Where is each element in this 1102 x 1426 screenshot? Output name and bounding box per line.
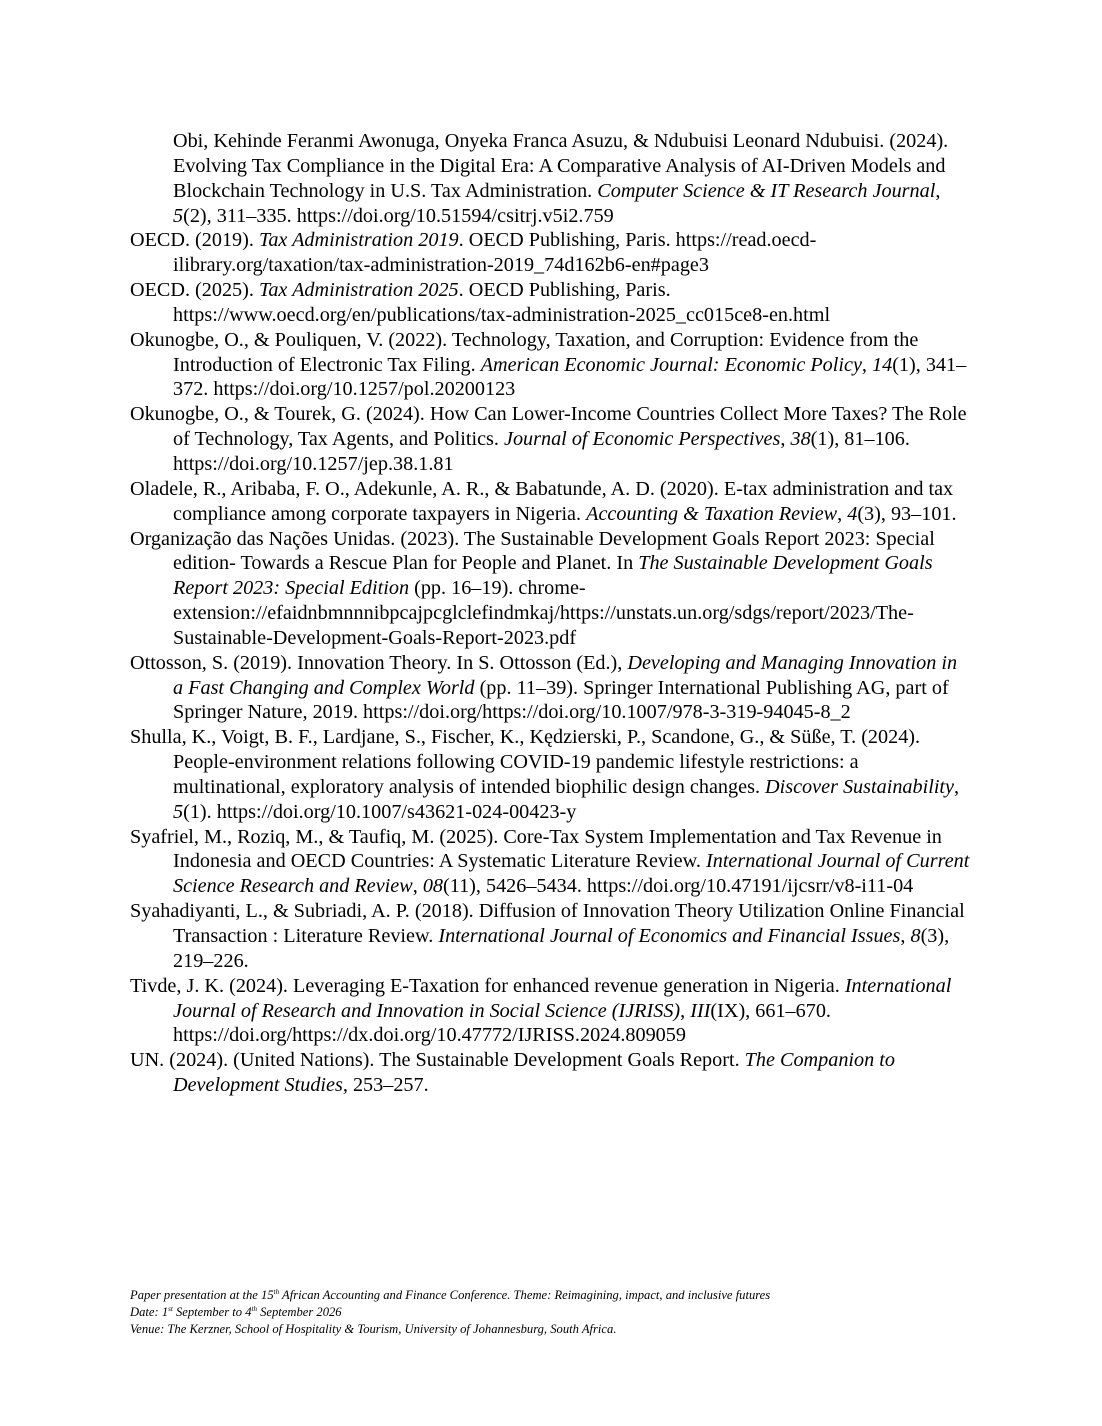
reference-entry — [130, 402, 970, 477]
reference-text: (1), 341–372. https://doi.org/10.1257/pol.20200123 — [173, 353, 967, 401]
reference-text: OECD. (2025). — [130, 279, 259, 302]
reference-text: (pp. 16–19). chrome-extension://efaidnbmnnnibpcajpcglclefindmkaj/https://unstats.un.org/sdgs/report/2023/The-Sustainable-Development-Goals-Report-2023.pdf — [173, 577, 914, 649]
reference-text: Okunogbe, O., & Pouliquen, V. (2022). Technology, Taxation, and Corruption: Evidence from the Introduction of Electronic Tax Filing. — [130, 328, 919, 376]
reference-text: . OECD Publishing, Paris. https://read.oecd-ilibrary.org/taxation/tax-administration-2019_74d162b6-en#page3 — [173, 229, 817, 277]
reference-italic-text: International Journal of Research and Innovation in Social Science (IJRISS) — [173, 974, 952, 1022]
reference-italic-text: International Journal of Economics and Financial Issues — [438, 925, 901, 947]
reference-italic-text: The Companion to Development Studies — [173, 1049, 895, 1097]
reference-text: Shulla, K., Voigt, B. F., Lardjane, S., Fischer, K., Kędzierski, P., Scandone, G., & Süße, T. (2024). People-environment relations following COVID-19 pandemic lifestyle restrictions: a multinational, exploratory analysis of intended biophilic design changes. — [130, 726, 921, 798]
reference-text: (1). https://doi.org/10.1007/s43621-024-00423-y — [183, 800, 577, 823]
reference-italic-text: Developing and Managing Innovation in a Fast Changing and Complex World — [173, 651, 958, 699]
reference-entry — [130, 825, 970, 900]
reference-italic-text: 5 — [173, 800, 184, 823]
reference-italic-text: 38 — [790, 428, 811, 451]
reference-italic-text: 14 — [872, 353, 893, 376]
reference-text: , — [954, 775, 960, 798]
reference-text: (3), 93–101. — [857, 502, 957, 525]
reference-text: (1), 81–106. https://doi.org/10.1257/jep.38.1.81 — [173, 428, 910, 475]
reference-text: Ottosson, S. (2019). Innovation Theory. In S. Ottosson (Ed.), — [130, 651, 628, 674]
reference-text: , 253–257. — [342, 1074, 429, 1097]
reference-italic-text: American Economic Journal: Economic Policy — [480, 353, 862, 376]
reference-text: UN. (2024). (United Nations). The Sustainable Development Goals Report. — [130, 1049, 745, 1072]
reference-entry — [130, 974, 970, 1049]
reference-entry — [130, 228, 970, 278]
reference-entry — [130, 129, 970, 228]
reference-text: (IX), 661–670. https://doi.org/https://dx.doi.org/10.47772/IJRISS.2024.809059 — [173, 999, 831, 1047]
page-footer — [130, 1287, 1030, 1338]
reference-list — [130, 129, 970, 1098]
reference-italic-text: Tax Administration 2019 — [258, 229, 459, 252]
reference-italic-text: Journal of Economic Perspectives — [503, 428, 781, 451]
reference-text: OECD. (2019). — [130, 229, 259, 252]
reference-text: (2), 311–335. https://doi.org/10.51594/csitrj.v5i2.759 — [183, 204, 614, 227]
reference-entry — [130, 1048, 970, 1098]
reference-text: Syafriel, M., Roziq, M., & Taufiq, M. (2025). Core-Tax System Implementation and Tax Revenue in Indonesia and OECD Countries: A Systematic Literature Review. — [130, 825, 942, 873]
reference-text: Organização das Nações Unidas. (2023). The Sustainable Development Goals Report 2023: Special edition- Towards a Rescue Plan for People and Planet. In — [130, 527, 935, 575]
reference-italic-text: Computer Science & IT Research Journal — [597, 179, 936, 202]
reference-text: Oladele, R., Aribaba, F. O., Adekunle, A. R., & Babatunde, A. D. (2020). E-tax administration and tax compliance among corporate taxpayers in Nigeria. — [130, 477, 954, 525]
reference-text: , — [412, 875, 423, 898]
reference-text: (11), 5426–5434. https://doi.org/10.47191/ijcsrr/v8-i11-04 — [443, 875, 914, 898]
reference-italic-text: 5 — [173, 204, 184, 227]
reference-entry — [130, 725, 970, 824]
reference-text: Syahadiyanti, L., & Subriadi, A. P. (2018). Diffusion of Innovation Theory Utilization Online Financial Transaction : Literature Review. — [130, 900, 965, 947]
reference-text: , — [861, 353, 872, 376]
reference-italic-text: Tax Administration 2025 — [258, 279, 459, 302]
reference-italic-text: 08 — [422, 875, 443, 898]
reference-text: , — [935, 179, 941, 202]
reference-entry — [130, 328, 970, 403]
reference-text: , — [900, 925, 911, 947]
reference-italic-text: 4 — [847, 502, 858, 525]
reference-text: . OECD Publishing, Paris. https://www.oecd.org/en/publications/tax-administration-2025_cc015ce8-en.html — [173, 279, 831, 326]
reference-text: Okunogbe, O., & Tourek, G. (2024). How Can Lower-Income Countries Collect More Taxes? The Role of Technology, Tax Agents, and Politics. — [130, 403, 967, 451]
reference-italic-text: III — [690, 999, 711, 1022]
reference-italic-text: 8 — [910, 925, 921, 947]
reference-entry — [130, 527, 970, 651]
reference-italic-text: International Journal of Current Science Research and Review — [173, 850, 970, 898]
reference-text: (pp. 11–39). Springer International Publishing AG, part of Springer Nature, 2019. https://doi.org/https://doi.org/10.1007/978-3-319-94045-8_2 — [173, 676, 949, 724]
reference-text: , — [837, 502, 848, 525]
reference-italic-text: Discover Sustainability — [765, 775, 954, 798]
reference-entry — [130, 278, 970, 328]
footer-date-line: Date: 1st September to 4th September 2026 — [130, 1304, 342, 1319]
reference-italic-text: Accounting & Taxation Review — [586, 502, 838, 525]
reference-text: Tivde, J. K. (2024). Leveraging E-Taxation for enhanced revenue generation in Nigeria. — [130, 974, 845, 997]
reference-text: , — [780, 428, 791, 451]
footer-conference-line: Paper presentation at the 15th African Accounting and Finance Conference. Theme: Reimagining, impact, and inclusive futures — [130, 1287, 771, 1302]
reference-entry — [130, 651, 970, 726]
footer-venue-line: Venue: The Kerzner, School of Hospitality & Tourism, University of Johannesburg, South Africa. — [130, 1322, 617, 1336]
reference-text: (3), 219–226. — [173, 925, 950, 972]
reference-entry — [130, 477, 970, 527]
reference-text: , — [680, 999, 691, 1022]
reference-entry — [130, 899, 970, 974]
reference-italic-text: The Sustainable Development Goals Report 2023: Special Edition — [173, 552, 933, 600]
reference-text: Obi, Kehinde Feranmi Awonuga, Onyeka Franca Asuzu, & Ndubuisi Leonard Ndubuisi. (2024). Evolving Tax Compliance in the Digital Era: A Comparative Analysis of AI-Driven Models and Blockchain Technology in U.S. Tax Administration. — [173, 130, 949, 202]
